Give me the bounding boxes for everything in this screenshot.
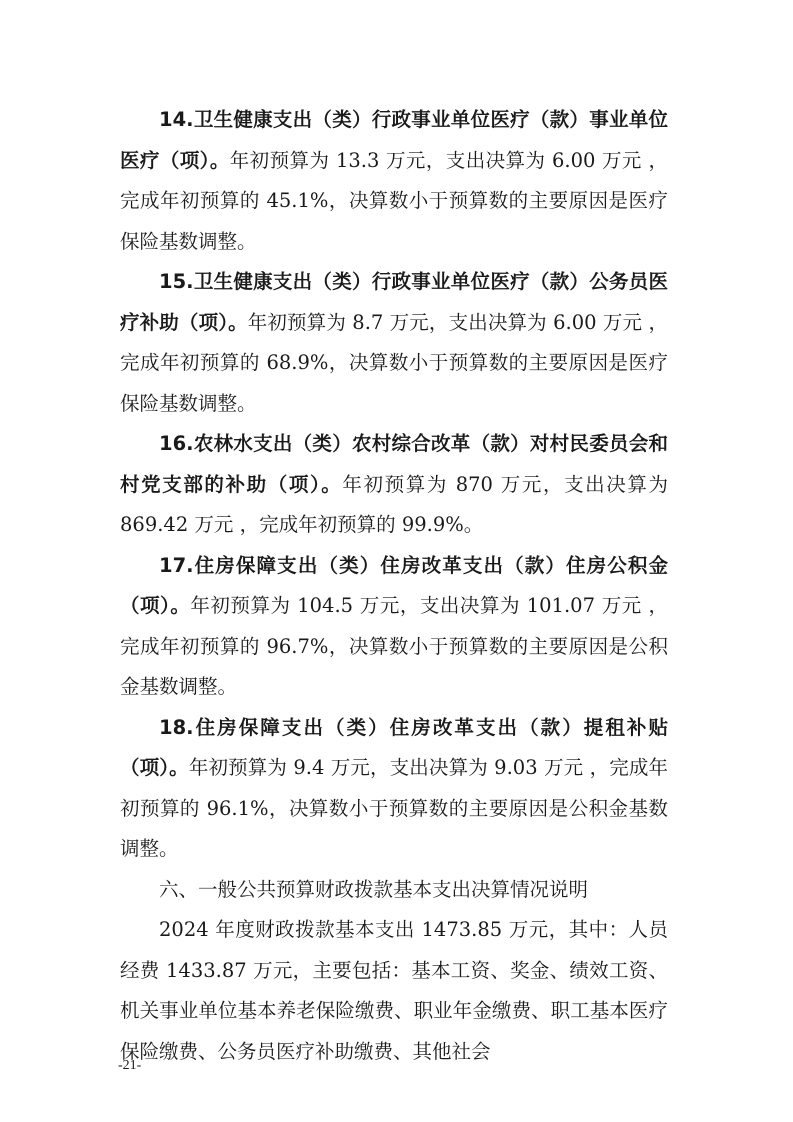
item-18-text: 年初预算为 9.4 万元，支出决算为 9.03 万元 ，完成年初预算的 96.1%，决算数小于预算数的主要原因是公积金基数调整。 xyxy=(120,756,668,860)
item-18-heading: 18.住房保障支出（类）住房改革支出（款）提租补贴（项）。 xyxy=(120,715,668,779)
item-14-text: 年初预算为 13.3 万元，支出决算为 6.00 万元 ，完成年初预算的 45.1%，决算数小于预算数的主要原因是医疗保险基数调整。 xyxy=(120,148,668,253)
section-title: 六、一般公共预算财政拨款基本支出决算情况说明 xyxy=(159,877,589,901)
document-body xyxy=(120,100,668,1072)
item-15 xyxy=(120,262,668,424)
item-16-text: 年初预算为 870 万元，支出决算为 869.42 万元 ，完成年初预算的 99.9%。 xyxy=(120,472,668,536)
item-15-heading: 15.卫生健康支出（类）行政事业单位医疗（款）公务员医疗补助（项）。 xyxy=(120,270,668,334)
item-17 xyxy=(120,546,668,708)
item-14 xyxy=(120,100,668,262)
item-16 xyxy=(120,424,668,546)
section-paragraph: 2024 年度财政拨款基本支出 1473.85 万元，其中：人员经费 1433.87 万元，主要包括：基本工资、奖金、绩效工资、机关事业单位基本养老保险缴费、职业年金缴费、职工基本医疗保险缴费、公务员医疗补助缴费、其他社会 xyxy=(120,918,668,1063)
page-number: -21- xyxy=(118,1058,142,1073)
item-18 xyxy=(120,708,668,870)
item-15-text: 年初预算为 8.7 万元，支出决算为 6.00 万元 ，完成年初预算的 68.9%，决算数小于预算数的主要原因是医疗保险基数调整。 xyxy=(120,310,668,415)
item-14-heading: 14.卫生健康支出（类）行政事业单位医疗（款）事业单位医疗（项）。 xyxy=(120,108,668,172)
item-17-text: 年初预算为 104.5 万元，支出决算为 101.07 万元 ，完成年初预算的 96.7%，决算数小于预算数的主要原因是公积金基数调整。 xyxy=(120,594,668,698)
item-17-heading: 17.住房保障支出（类）住房改革支出（款）住房公积金（项）。 xyxy=(120,553,668,617)
item-16-heading: 16.农林水支出（类）农村综合改革（款）对村民委员会和村党支部的补助（项）。 xyxy=(120,432,668,496)
